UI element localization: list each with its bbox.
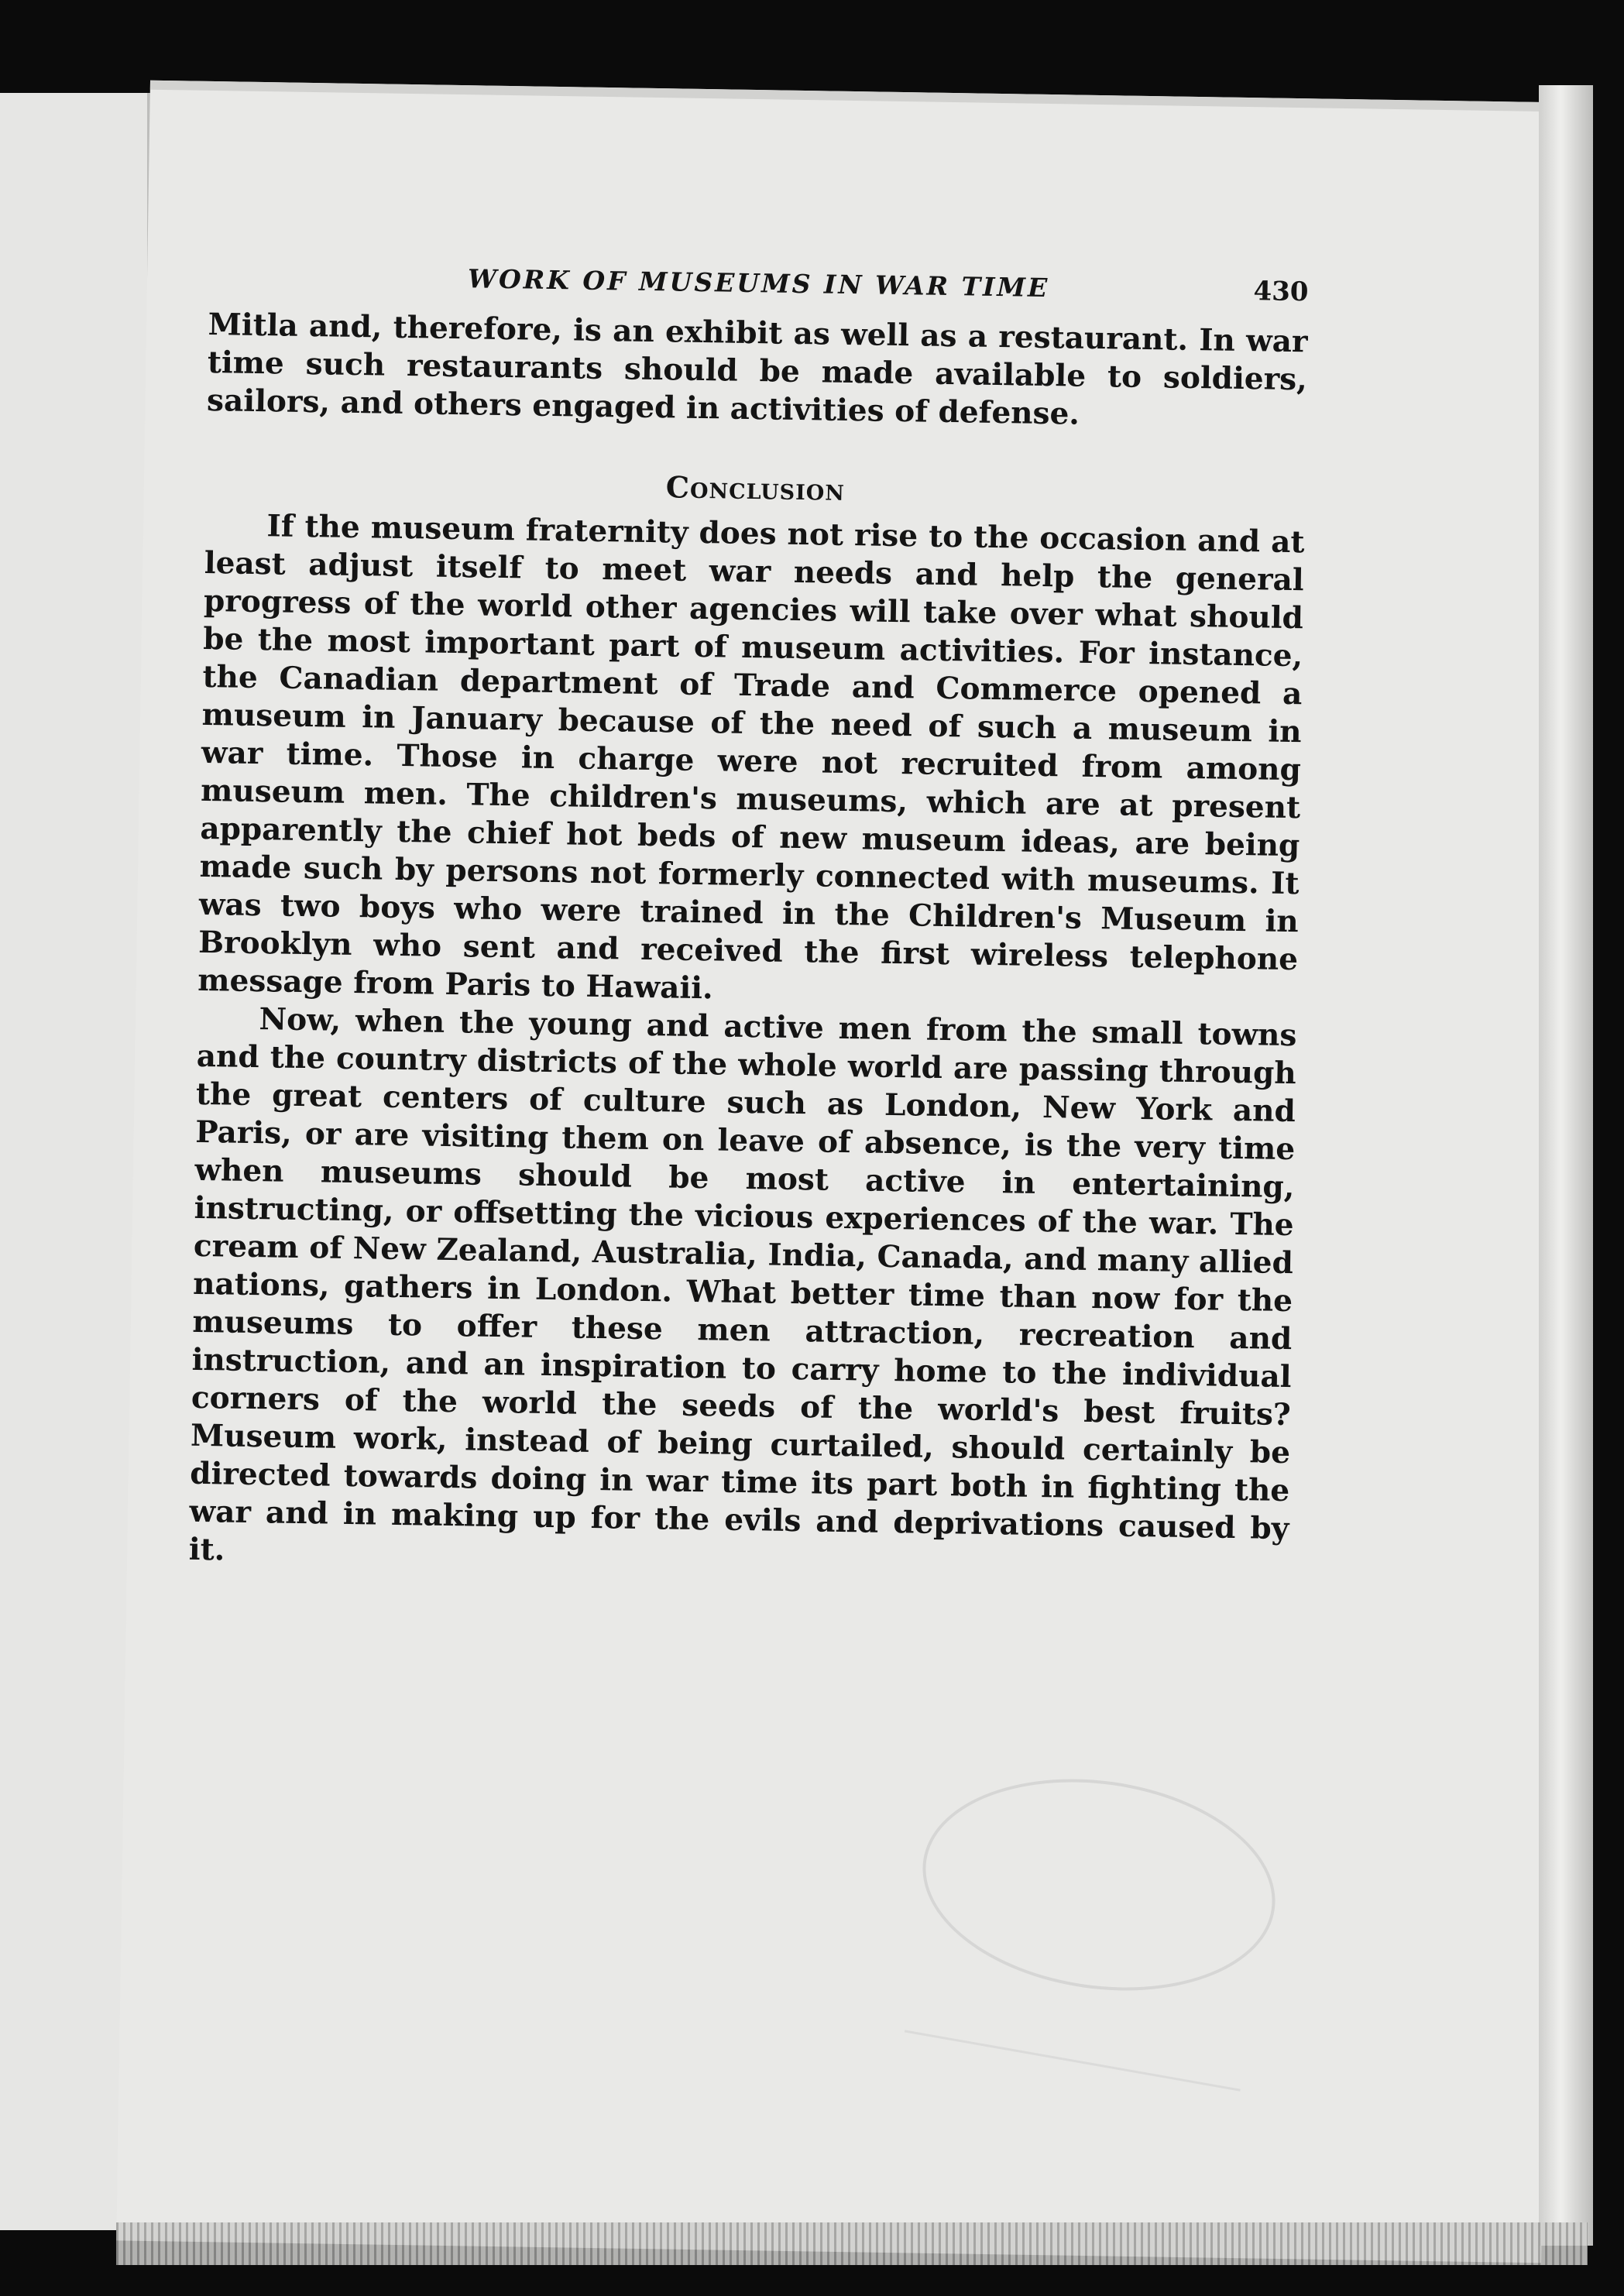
body-paragraph-1: If the museum fraternity does not rise to the occasion and at least adjust itself to meet war needs and help the general progress of the world other agencies will take over what should be the most important part of museum activities. For instance, the Canadian department of Trade and Commerce opened a museum in January because of the need of such a museum in war time. Those in charge were not recruited from among museum men. The children's museums, which are at present apparently the chief hot beds of new museum ideas, are being made such by persons not formerly connected with museums. It was two boys who were trained in the Children's Museum in Brooklyn who sent and received the first wireless telephone message from Paris to Hawaii. (197, 508, 1305, 1007)
page-bottom-edge (116, 2222, 1588, 2265)
section-heading: Conclusion (665, 469, 846, 507)
running-title: WORK OF MUSEUMS IN WAR TIME (467, 263, 1050, 304)
page-number: 430 (1253, 276, 1309, 308)
page-fore-edge (1539, 85, 1593, 2246)
body-paragraph-2: Now, when the young and active men from the small towns and the country districts of the whole world are passing through the great centers of culture such as London, New York and Paris, or are visiting them on leave of absence, is the very time when museums should be most active in entertaining, instructing, or offsetting the vicious experiences of the war. The cream of New Zealand, Australia, India, Canada, and many allied nations, gathers in London. What better time than now for the museums to offer these men attraction, recreation and instruction, and an inspiration to carry home to the individual corners of the world the seeds of the world's best fruits? Museum work, instead of being curtailed, should certainly be directed towards doing in war time its part both in fighting the war and in making up for the evils and deprivations caused by it. (188, 1001, 1297, 1568)
page-text (188, 259, 1308, 1586)
intro-paragraph: Mitla and, therefore, is an exhibit as well as a restaurant. In war time such restaurants should be made available to soldiers, sailors, and others engaged in activities of defense. (206, 306, 1308, 432)
